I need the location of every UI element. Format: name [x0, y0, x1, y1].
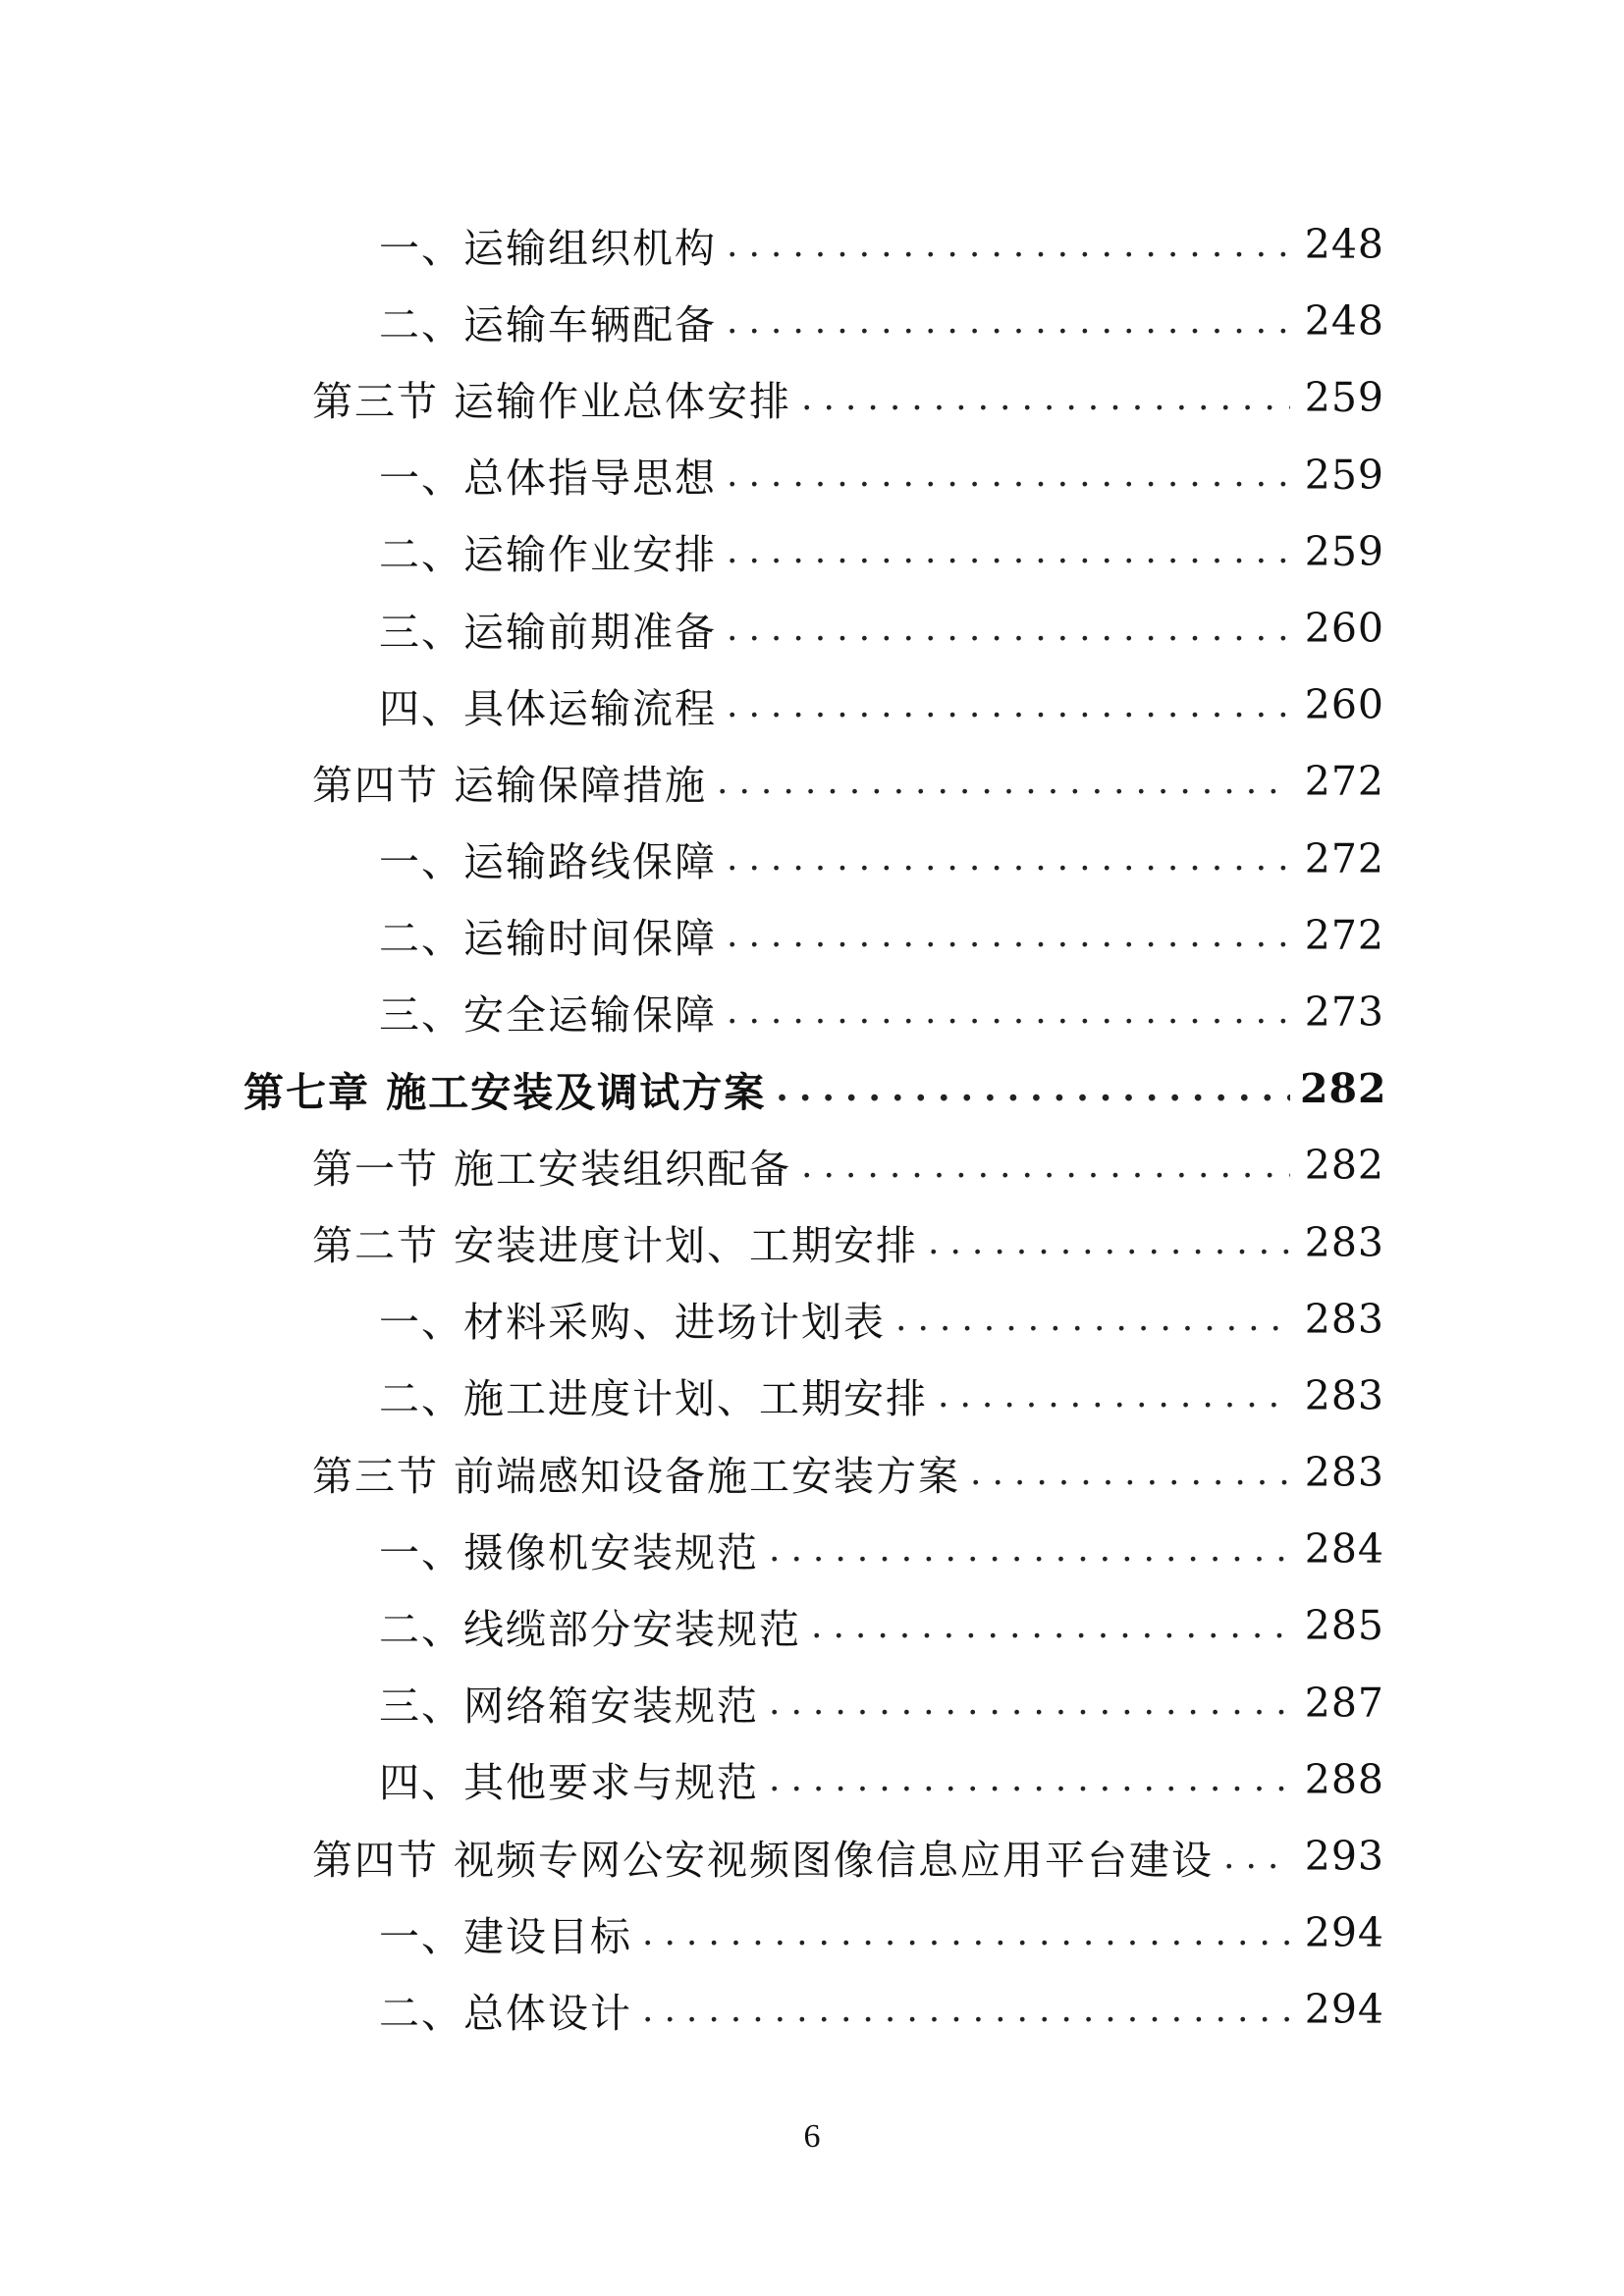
toc-entry[interactable]: [0, 743, 1624, 820]
toc-entry[interactable]: [0, 1818, 1624, 1895]
toc-entry-page: 284: [1304, 1525, 1384, 1574]
page-number: 6: [803, 2118, 821, 2155]
toc-leader-dots: [727, 915, 1290, 955]
toc-leader-dots: [769, 1682, 1290, 1723]
toc-entry-title: 二、线缆部分安装规范: [379, 1605, 801, 1653]
toc-entry-page: 272: [1304, 834, 1384, 882]
toc-entry-page: 272: [1304, 758, 1384, 806]
toc-entry-title: 第七章 施工安装及调试方案: [244, 1068, 767, 1116]
toc-entry-title: 二、运输时间保障: [379, 915, 717, 963]
toc-entry[interactable]: [0, 1203, 1624, 1280]
toc-entry[interactable]: [0, 1434, 1624, 1511]
toc-leader-dots: [928, 1222, 1290, 1262]
toc-entry[interactable]: [0, 359, 1624, 436]
toc-entry[interactable]: [0, 897, 1624, 974]
toc-entry-page: 248: [1304, 297, 1384, 346]
toc-leader-dots: [642, 1913, 1290, 1953]
toc-entry-title: 一、总体指导思想: [379, 454, 717, 503]
toc-entry[interactable]: [0, 1971, 1624, 2048]
toc-entry-title: 三、网络箱安装规范: [379, 1682, 759, 1731]
toc-leader-dots: [811, 1606, 1290, 1646]
toc-leader-dots: [970, 1453, 1290, 1493]
toc-entry-title: 一、建设目标: [379, 1912, 632, 1960]
toc-entry[interactable]: [0, 437, 1624, 513]
toc-leader-dots: [642, 1990, 1290, 2030]
toc-entry[interactable]: [0, 513, 1624, 590]
toc-leader-dots: [801, 1146, 1290, 1186]
toc-entry[interactable]: [0, 1587, 1624, 1664]
toc-entry[interactable]: [0, 1665, 1624, 1741]
toc-leader-dots: [717, 762, 1290, 802]
toc-entry-page: 259: [1304, 374, 1384, 422]
toc-leader-dots: [769, 1529, 1290, 1570]
toc-entry[interactable]: [0, 821, 1624, 897]
toc-entry-page: 293: [1304, 1833, 1384, 1881]
toc-entry-title: 三、安全运输保障: [379, 991, 717, 1040]
toc-entry-page: 282: [1304, 1142, 1384, 1190]
toc-entry-page: 260: [1304, 605, 1384, 653]
toc-entry[interactable]: [0, 1281, 1624, 1358]
toc-entry[interactable]: [0, 974, 1624, 1050]
toc-leader-dots: [727, 531, 1290, 571]
toc-entry-title: 三、运输前期准备: [379, 608, 717, 656]
toc-entry[interactable]: [0, 1511, 1624, 1587]
toc-entry-page: 272: [1304, 911, 1384, 959]
toc-entry-page: 287: [1304, 1679, 1384, 1727]
toc-entry-title: 四、其他要求与规范: [379, 1759, 759, 1807]
toc-entry-page: 283: [1304, 1295, 1384, 1343]
toc-entry-page: 259: [1304, 527, 1384, 575]
toc-leader-dots: [727, 609, 1290, 649]
toc-entry[interactable]: [0, 1127, 1624, 1203]
toc-entry-page: 288: [1304, 1755, 1384, 1803]
toc-leader-dots: [801, 378, 1290, 418]
toc-entry-title: 二、总体设计: [379, 1989, 632, 2037]
toc-chapter-entry[interactable]: [0, 1050, 1624, 1127]
toc-leader-dots: [938, 1375, 1290, 1415]
toc-leader-dots: [1223, 1837, 1290, 1877]
toc-entry-title: 一、材料采购、进场计划表: [379, 1299, 886, 1347]
toc-entry-page: 248: [1304, 221, 1384, 269]
toc-entry-title: 一、运输路线保障: [379, 838, 717, 886]
toc-entry[interactable]: [0, 667, 1624, 743]
toc-entry-page: 285: [1304, 1602, 1384, 1650]
toc-entry-page: 260: [1304, 681, 1384, 729]
toc-entry-title: 第四节 视频专网公安视频图像信息应用平台建设: [312, 1836, 1215, 1884]
toc-leader-dots: [727, 685, 1290, 725]
toc-leader-dots: [727, 225, 1290, 265]
toc-entry-title: 二、施工进度计划、工期安排: [379, 1375, 928, 1423]
toc-entry-title: 二、运输车辆配备: [379, 300, 717, 348]
toc-entry-page: 283: [1304, 1371, 1384, 1419]
toc-entry-title: 四、具体运输流程: [379, 684, 717, 732]
toc-entry-title: 二、运输作业安排: [379, 531, 717, 579]
toc-entry[interactable]: [0, 1358, 1624, 1434]
toc-entry-title: 第一节 施工安装组织配备: [312, 1145, 792, 1193]
toc-entry-page: 294: [1304, 1986, 1384, 2034]
toc-leader-dots: [727, 301, 1290, 342]
toc-entry-page: 259: [1304, 451, 1384, 499]
toc-entry[interactable]: [0, 206, 1624, 283]
toc-entry[interactable]: [0, 283, 1624, 359]
toc-entry[interactable]: [0, 1741, 1624, 1818]
toc-leader-dots: [776, 1068, 1290, 1109]
toc-leader-dots: [727, 838, 1290, 879]
toc-leader-dots: [727, 454, 1290, 495]
toc-entry-page: 282: [1300, 1065, 1387, 1113]
toc-entry-title: 第四节 运输保障措施: [312, 761, 708, 809]
toc-leader-dots: [727, 991, 1290, 1032]
toc-entry[interactable]: [0, 1895, 1624, 1971]
toc-entry-title: 第三节 前端感知设备施工安装方案: [312, 1452, 961, 1500]
toc-entry[interactable]: [0, 590, 1624, 667]
table-of-contents: [0, 206, 1624, 2049]
toc-entry-page: 294: [1304, 1909, 1384, 1957]
toc-entry-page: 273: [1304, 988, 1384, 1036]
toc-entry-title: 一、摄像机安装规范: [379, 1528, 759, 1576]
toc-entry-title: 第二节 安装进度计划、工期安排: [312, 1222, 919, 1270]
toc-entry-page: 283: [1304, 1449, 1384, 1497]
toc-entry-title: 一、运输组织机构: [379, 224, 717, 272]
toc-leader-dots: [895, 1299, 1290, 1339]
toc-entry-page: 283: [1304, 1218, 1384, 1266]
toc-entry-title: 第三节 运输作业总体安排: [312, 377, 792, 425]
toc-leader-dots: [769, 1759, 1290, 1799]
